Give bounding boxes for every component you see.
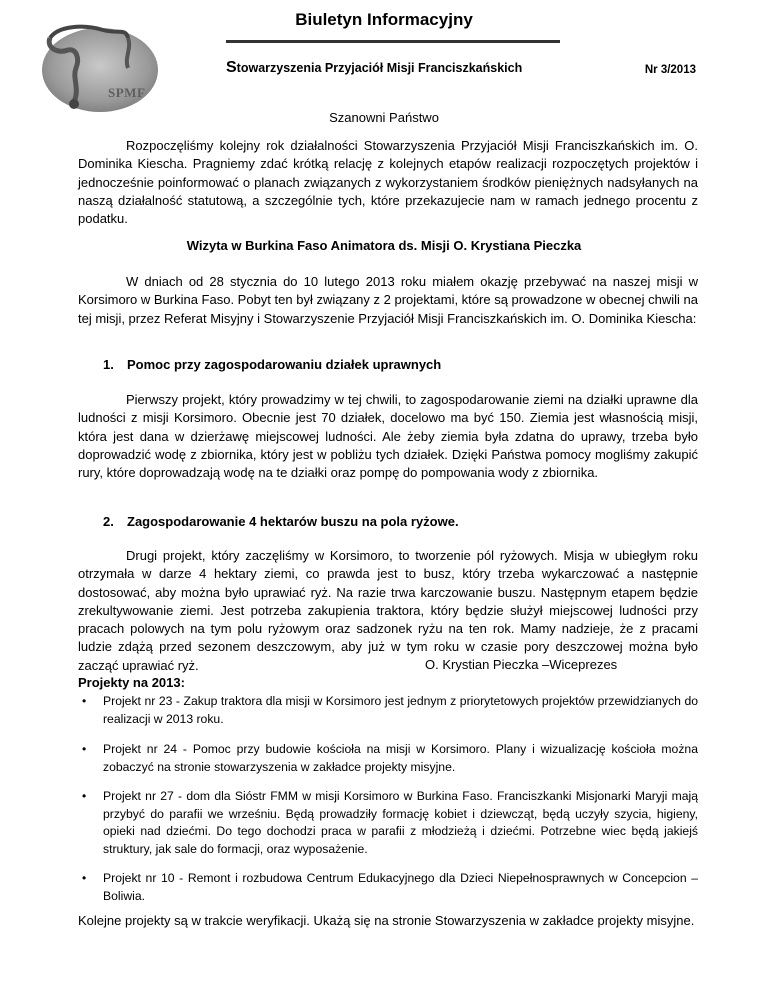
bullet-icon: • xyxy=(82,871,87,885)
logo-text: SPMF xyxy=(108,85,146,100)
list-item xyxy=(78,870,698,905)
project-1-paragraph: Pierwszy projekt, który prowadzimy w tej chwili, to zagospodarowanie ziemi na działki uprawne dla ludności z misji Korsimoro. Obecnie jest 70 działek, docelowo ma być 150. Ziemia jest własnością misji, która jest dana w dzierżawę miejscowej ludności. Ale żeby ziemia była zdatna do uprawy, trzeba było doprowadzić wodę z zbiornika, który jest w pobliżu tych działek. Dzięki Państwa pomocy mogliśmy zakupić rury, które doprowadzają wodę na te działki oraz pompę do pompowania wody z zbiornika. xyxy=(78,392,698,481)
bullet-icon: • xyxy=(82,789,87,803)
greeting: Szanowni Państwo xyxy=(329,110,439,125)
list-item-text: Projekt nr 23 - Zakup traktora dla misji w Korsimoro jest jednym z priorytetowych projektów przewidzianych do realizacji w 2013 roku. xyxy=(103,694,698,726)
project-2-number: 2. xyxy=(103,514,114,529)
newsletter-title: Biuletyn Informacyjny xyxy=(295,10,473,29)
project-2-title: Zagospodarowanie 4 hektarów buszu na pola ryżowe. xyxy=(127,514,459,529)
project-2-heading xyxy=(103,514,459,529)
bullet-icon: • xyxy=(82,742,87,756)
closing-paragraph: Kolejne projekty są w trakcie weryfikacji. Ukażą się na stronie Stowarzyszenia w zakładce projekty misyjne. xyxy=(78,913,695,928)
association-subtitle xyxy=(226,59,522,77)
subtitle-rest: towarzyszenia Przyjaciół Misji Franciszkańskich xyxy=(236,61,523,75)
list-item-text: Projekt nr 10 - Remont i rozbudowa Centrum Edukacyjnego dla Dzieci Niepełnosprawnych w Concepcion – Boliwia. xyxy=(103,871,698,903)
title-divider xyxy=(226,40,560,43)
list-item-text: Projekt nr 24 - Pomoc przy budowie kościoła na misji w Korsimoro. Plany i wizualizację kościoła można zobaczyć na stronie stowarzyszenia w zakładce projekty misyjne. xyxy=(103,742,698,774)
visit-paragraph: W dniach od 28 stycznia do 10 lutego 2013 roku miałem okazję przebywać na naszej misji w Korsimoro w Burkina Faso. Pobyt ten był związany z 2 projektami, które są prowadzone w obecnej chwili na tej misji, przez Referat Misyjny i Stowarzyszenie Przyjaciół Misji Franciszkańskich im. O. Dominika Kiescha: xyxy=(78,274,698,326)
project-1-title: Pomoc przy zagospodarowaniu działek uprawnych xyxy=(127,357,442,372)
list-item xyxy=(78,693,698,728)
visit-heading: Wizyta w Burkina Faso Animatora ds. Misji O. Krystiana Pieczka xyxy=(186,238,582,253)
signature: O. Krystian Pieczka –Wiceprezes xyxy=(425,657,618,672)
list-item xyxy=(78,741,698,776)
issue-number: Nr 3/2013 xyxy=(644,64,696,76)
bullet-icon: • xyxy=(82,694,87,708)
project-1-heading xyxy=(103,357,441,372)
subtitle-initial: S xyxy=(226,59,237,76)
list-item xyxy=(78,788,698,858)
project-1-number: 1. xyxy=(103,357,114,372)
project-2-paragraph: Drugi projekt, który zaczęliśmy w Korsimoro, to tworzenie pól ryżowych. Misja w ubiegłym roku otrzymała w darze 4 hektary ziemi, co prawda jest to busz, który trzeba wykarczować a następnie dostosować, aby można było uprawiać ryż. Na razie trwa karczowanie buszu. Następnym etapem będzie zrekultywowanie ziemi. Jest potrzeba zakupienia traktora, który będzie służył miejscowej ludności przy pracach polowych na tym polu ryżowym oraz sadzonek ryżu na ten rok. Mamy nadzieje, że z pracami ludzie zdążą przed sezonem deszczowym, aby już w tym roku w czasie pory deszczowej można było zacząć uprawiać ryż. xyxy=(78,548,698,673)
intro-paragraph: Rozpoczęliśmy kolejny rok działalności Stowarzyszenia Przyjaciół Misji Franciszkańskich im. O. Dominika Kiescha. Pragniemy zdać krótką relację z kolejnych etapów realizacji rozpoczętych projektów i jednocześnie poinformować o planach związanych z wykorzystaniem środków pieniężnych nadsyłanych na naszą działalność statutową, a szczególnie tych, które przekazujecie nam w ramach jednego procentu z podatku. xyxy=(78,138,698,227)
list-item-text: Projekt nr 27 - dom dla Sióstr FMM w misji Korsimoro w Burkina Faso. Franciszkanki Misjonarki Maryji mają przybyć do parafii we wrześniu. Będą prowadziły formację kobiet i dziewcząt, będą uczyły szycia, higieny, opieki nad dziećmi. Do tego dochodzi praca w parafii z młodzieżą i dziećmi. Potrzebne wiec będą jakiejś struktury, jak sale do formacji, oraz wyposażenie. xyxy=(103,789,698,856)
projects-2013-heading: Projekty na 2013: xyxy=(78,675,185,690)
